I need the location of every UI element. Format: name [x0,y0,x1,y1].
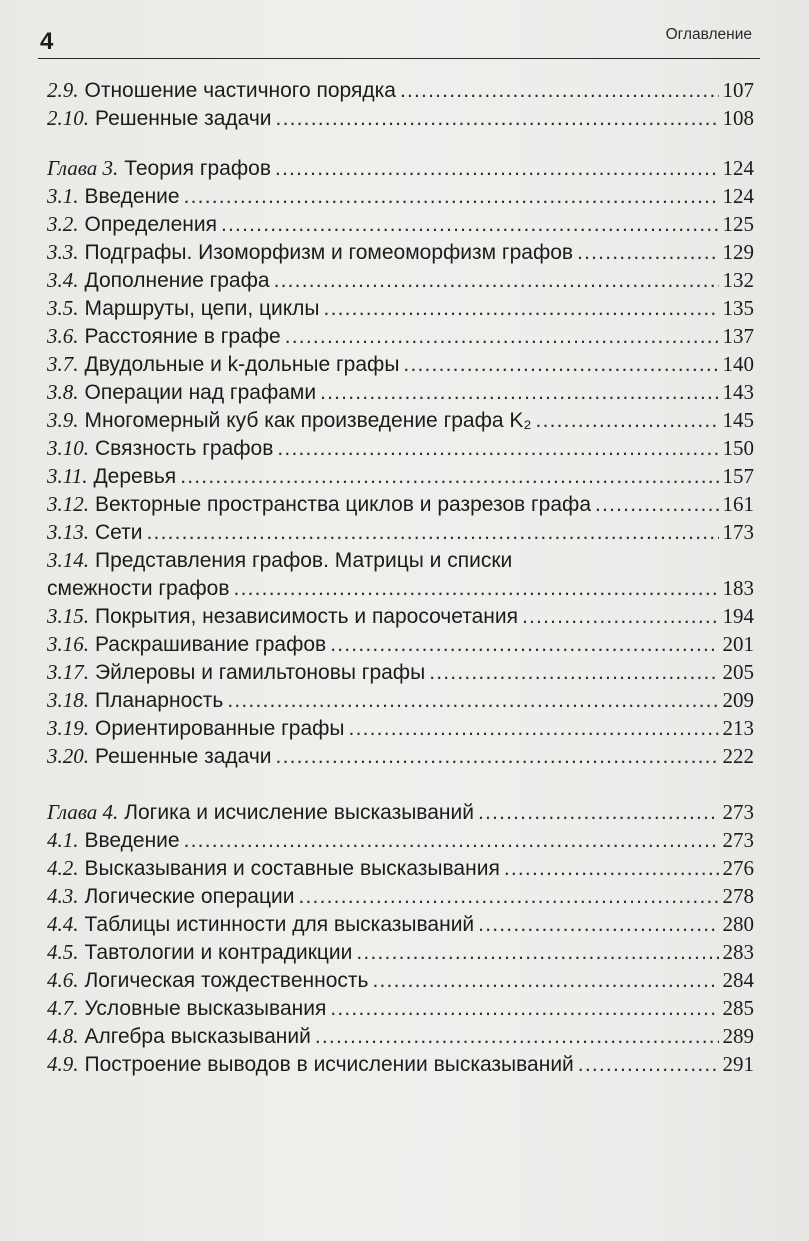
leader-dots [578,1051,719,1079]
toc-entry[interactable] [47,238,754,266]
toc-entry[interactable] [47,1050,754,1078]
entry-number: 3.8. [47,380,79,404]
toc-entry[interactable] [47,322,754,350]
leader-dots [277,435,718,463]
entry-number: 3.14. [47,548,89,572]
entry-page: 209 [722,688,754,712]
toc-entry[interactable] [47,406,754,434]
leader-dots [315,1023,719,1051]
entry-number: 4.7. [47,996,79,1020]
entry-page: 150 [722,436,754,460]
entry-title: Логическая тождественность [84,969,369,992]
toc-entry[interactable] [47,76,754,104]
entry-page: 273 [722,828,754,852]
entry-title: Векторные пространства циклов и разрезов графа [95,493,592,516]
toc-entry[interactable] [47,378,754,406]
entry-number: 4.9. [47,1052,79,1076]
toc-entry[interactable] [47,742,754,770]
leader-dots [274,267,719,295]
entry-number: 2.9. [47,78,79,102]
entry-title: Построение выводов в исчислении высказываний [84,1053,574,1076]
entry-page: 289 [722,1024,754,1048]
entry-number: 4.8. [47,1024,79,1048]
entry-title: Дополнение графа [84,269,270,292]
entry-title: Эйлеровы и гамильтоновы графы [95,661,426,684]
toc-entry[interactable] [47,658,754,686]
entry-title: Алгебра высказываний [84,1025,311,1048]
entry-title: Введение [84,185,180,208]
leader-dots [403,351,718,379]
table-of-contents [47,76,754,1078]
entry-number: 3.7. [47,352,79,376]
entry-page: 107 [722,78,754,102]
leader-dots [180,463,718,491]
toc-entry[interactable] [47,266,754,294]
entry-number: 4.3. [47,884,79,908]
entry-title: Введение [84,829,180,852]
chapter-title: Логика и исчисление высказываний [124,801,474,824]
entry-number: 3.2. [47,212,79,236]
entry-page: 280 [722,912,754,936]
leader-dots [285,323,719,351]
entry-title: Маршруты, цепи, циклы [84,297,320,320]
entry-page: 283 [722,940,754,964]
leader-dots [275,155,719,183]
leader-dots [298,883,718,911]
toc-entry[interactable] [47,1022,754,1050]
entry-page: 222 [722,744,754,768]
toc-entry[interactable] [47,714,754,742]
toc-entry[interactable] [47,518,754,546]
toc-entry[interactable] [47,182,754,210]
entry-number: 3.3. [47,240,79,264]
entry-title: Покрытия, независимость и паросочетания [95,605,518,628]
spacer [47,132,754,154]
entry-page: 276 [722,856,754,880]
entry-number: 4.5. [47,940,79,964]
running-header: Оглавление [665,26,752,43]
entry-page: 278 [722,884,754,908]
entry-page: 273 [722,800,754,824]
toc-entry[interactable] [47,490,754,518]
entry-title: Определения [84,213,217,236]
toc-chapter-entry[interactable] [47,798,754,826]
leader-dots [429,659,718,687]
leader-dots [184,183,719,211]
chapter-number: Глава 3. [47,156,119,180]
entry-number: 3.12. [47,492,89,516]
entry-page: 143 [722,380,754,404]
entry-page: 284 [722,968,754,992]
toc-entry[interactable] [47,462,754,490]
leader-dots [221,211,719,239]
entry-page: 173 [722,520,754,544]
leader-dots [349,715,719,743]
leader-dots [577,239,718,267]
entry-title: Условные высказывания [84,997,327,1020]
chapter-title: Теория графов [124,157,271,180]
leader-dots [595,491,718,519]
toc-entry[interactable] [47,434,754,462]
entry-number: 3.5. [47,296,79,320]
toc-entry[interactable] [47,994,754,1022]
leader-dots [227,687,718,715]
header-rule [38,58,760,59]
toc-entry[interactable] [47,210,754,238]
toc-entry[interactable] [47,882,754,910]
entry-number: 3.1. [47,184,79,208]
entry-page: 183 [722,576,754,600]
entry-title: Операции над графами [84,381,317,404]
leader-dots [522,603,719,631]
toc-entry[interactable] [47,966,754,994]
entry-page: 194 [722,604,754,628]
entry-page: 161 [722,492,754,516]
leader-dots [184,827,719,855]
entry-title: Решенные задачи [95,107,272,130]
entry-page: 129 [722,240,754,264]
entry-page: 285 [722,996,754,1020]
leader-dots [320,379,718,407]
entry-number: 4.6. [47,968,79,992]
toc-entry[interactable] [47,910,754,938]
leader-dots [330,995,718,1023]
entry-number: 3.15. [47,604,89,628]
entry-page: 201 [722,632,754,656]
entry-title: Тавтологии и контрадикции [84,941,353,964]
entry-number: 3.19. [47,716,89,740]
entry-number: 3.4. [47,268,79,292]
entry-title: Логические операции [84,885,295,908]
entry-title: Ориентированные графы [95,717,345,740]
entry-title: Двудольные и k-дольные графы [84,353,400,376]
page-number: 4 [40,28,54,55]
entry-number: 3.6. [47,324,79,348]
leader-dots [276,743,719,771]
leader-dots [324,295,719,323]
entry-page: 108 [722,106,754,130]
entry-title: Решенные задачи [95,745,272,768]
leader-dots [356,939,718,967]
entry-page: 291 [722,1052,754,1076]
toc-entry[interactable] [47,826,754,854]
toc-entry-multiline[interactable] [47,546,754,574]
leader-dots [330,631,718,659]
entry-number: 3.11. [47,464,88,488]
entry-number: 4.2. [47,856,79,880]
entry-number: 4.4. [47,912,79,936]
entry-title: Подграфы. Изоморфизм и гомеоморфизм графов [84,241,574,264]
leader-dots [276,105,719,133]
leader-dots [536,407,719,435]
entry-number: 3.13. [47,520,89,544]
entry-number: 2.10. [47,106,89,130]
chapter-number: Глава 4. [47,800,119,824]
toc-entry[interactable] [47,686,754,714]
toc-entry[interactable] [47,854,754,882]
entry-number: 3.10. [47,436,89,460]
toc-chapter-entry[interactable] [47,154,754,182]
entry-page: 132 [722,268,754,292]
entry-number: 3.18. [47,688,89,712]
entry-title: Представления графов. Матрицы и списки [95,549,513,572]
entry-number: 4.1. [47,828,79,852]
entry-number: 3.9. [47,408,79,432]
entry-page: 125 [722,212,754,236]
leader-dots [504,855,719,883]
entry-title: Высказывания и составные высказывания [84,857,500,880]
entry-title: Сети [95,521,143,544]
entry-title-continuation: смежности графов [47,577,230,600]
entry-number: 3.16. [47,632,89,656]
toc-entry[interactable] [47,938,754,966]
spacer [47,770,754,798]
toc-entry[interactable] [47,630,754,658]
entry-number: 3.17. [47,660,89,684]
toc-entry[interactable] [47,602,754,630]
entry-page: 124 [722,184,754,208]
entry-page: 145 [722,408,754,432]
leader-dots [400,77,719,105]
toc-entry-continuation[interactable] [47,574,754,602]
entry-title: Таблицы истинности для высказываний [84,913,475,936]
entry-page: 135 [722,296,754,320]
entry-page: 140 [722,352,754,376]
leader-dots [372,967,718,995]
leader-dots [478,799,719,827]
entry-page: 213 [722,716,754,740]
leader-dots [478,911,718,939]
entry-title: Раскрашивание графов [95,633,327,656]
entry-title: Многомерный куб как произведение графа K₂ [84,409,532,432]
entry-page: 137 [722,324,754,348]
entry-page: 157 [722,464,754,488]
entry-title: Расстояние в графе [84,325,281,348]
entry-number: 3.20. [47,744,89,768]
entry-title: Планарность [95,689,224,712]
toc-entry[interactable] [47,294,754,322]
entry-page: 205 [722,660,754,684]
entry-title: Деревья [93,465,177,488]
entry-title: Отношение частичного порядка [84,79,396,102]
toc-entry[interactable] [47,104,754,132]
toc-entry[interactable] [47,350,754,378]
leader-dots [234,575,719,603]
entry-page: 124 [722,156,754,180]
leader-dots [147,519,719,547]
entry-title: Связность графов [95,437,274,460]
